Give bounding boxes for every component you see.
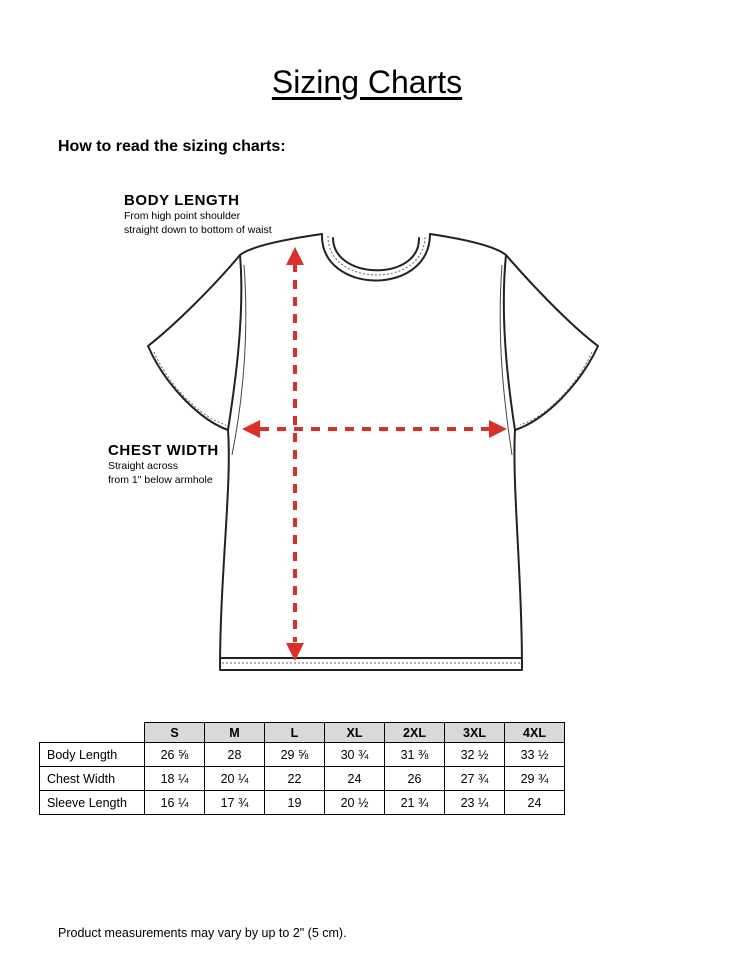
row-label-sleeve-length: Sleeve Length bbox=[40, 791, 145, 815]
tshirt-diagram bbox=[140, 225, 610, 680]
row-label-body-length: Body Length bbox=[40, 743, 145, 767]
table-cell: 26 ⅝ bbox=[145, 743, 205, 767]
table-row bbox=[40, 743, 565, 767]
tshirt-left-side-shading bbox=[232, 265, 246, 455]
table-cell: 20 ½ bbox=[325, 791, 385, 815]
body-length-line2: straight down to bottom of waist bbox=[124, 224, 272, 236]
chest-width-line1: Straight across bbox=[108, 460, 179, 472]
chest-width-arrow-head-left bbox=[242, 420, 260, 438]
tshirt-left-sleeve-stitch bbox=[154, 352, 226, 425]
chest-width-heading: CHEST WIDTH bbox=[108, 442, 219, 459]
table-cell: 29 ⅝ bbox=[265, 743, 325, 767]
table-cell: 31 ⅜ bbox=[385, 743, 445, 767]
table-cell: 17 ¾ bbox=[205, 791, 265, 815]
size-header-4xl: 4XL bbox=[505, 723, 565, 743]
table-cell: 29 ¾ bbox=[505, 767, 565, 791]
tshirt-collar-stitch bbox=[328, 236, 425, 275]
tshirt-collar-outer bbox=[322, 234, 430, 281]
size-header-xl: XL bbox=[325, 723, 385, 743]
table-cell: 18 ¼ bbox=[145, 767, 205, 791]
table-cell: 26 bbox=[385, 767, 445, 791]
size-header-l: L bbox=[265, 723, 325, 743]
size-table-corner bbox=[40, 723, 145, 743]
section-subtitle: How to read the sizing charts: bbox=[58, 138, 286, 155]
table-cell: 22 bbox=[265, 767, 325, 791]
size-header-m: M bbox=[205, 723, 265, 743]
table-cell: 24 bbox=[505, 791, 565, 815]
footer-note: Product measurements may vary by up to 2" (5 cm). bbox=[58, 926, 347, 940]
table-cell: 16 ¼ bbox=[145, 791, 205, 815]
body-length-line1: From high point shoulder bbox=[124, 210, 241, 222]
size-header-2xl: 2XL bbox=[385, 723, 445, 743]
body-length-arrow-head-top bbox=[286, 247, 304, 265]
table-cell: 33 ½ bbox=[505, 743, 565, 767]
chest-width-arrow-head-right bbox=[489, 420, 507, 438]
tshirt-left-armhole bbox=[228, 255, 241, 430]
page-title: Sizing Charts bbox=[271, 64, 463, 100]
table-cell: 19 bbox=[265, 791, 325, 815]
tshirt-right-sleeve-stitch bbox=[520, 352, 592, 425]
size-table bbox=[39, 722, 565, 815]
chest-width-line2: from 1" below armhole bbox=[108, 474, 213, 486]
table-cell: 21 ¾ bbox=[385, 791, 445, 815]
table-row bbox=[40, 791, 565, 815]
table-cell: 20 ¼ bbox=[205, 767, 265, 791]
tshirt-outline bbox=[148, 234, 598, 670]
size-header-s: S bbox=[145, 723, 205, 743]
table-cell: 24 bbox=[325, 767, 385, 791]
row-label-chest-width: Chest Width bbox=[40, 767, 145, 791]
size-table-header-row bbox=[40, 723, 565, 743]
table-row bbox=[40, 767, 565, 791]
table-cell: 27 ¾ bbox=[445, 767, 505, 791]
size-header-3xl: 3XL bbox=[445, 723, 505, 743]
table-cell: 30 ¾ bbox=[325, 743, 385, 767]
body-length-heading: BODY LENGTH bbox=[124, 192, 240, 209]
table-cell: 32 ½ bbox=[445, 743, 505, 767]
table-cell: 28 bbox=[205, 743, 265, 767]
tshirt-collar-inner bbox=[333, 238, 419, 270]
table-cell: 23 ¼ bbox=[445, 791, 505, 815]
